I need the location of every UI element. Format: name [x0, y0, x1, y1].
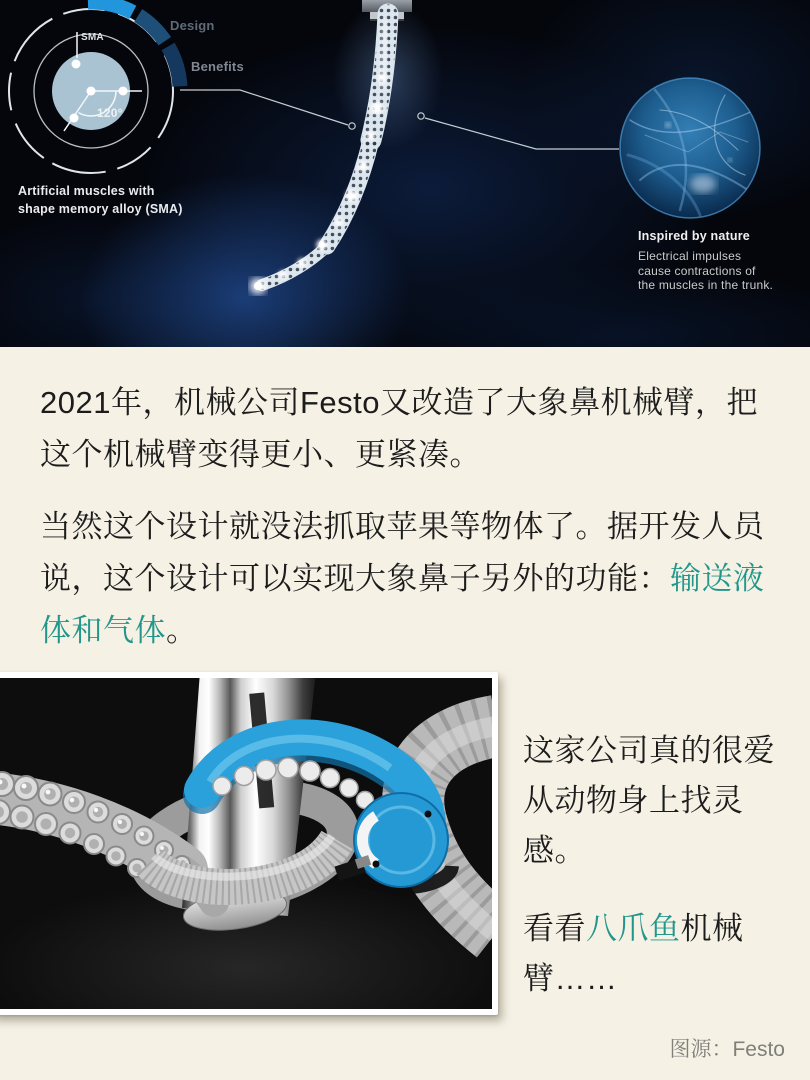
paragraph-3: 这家公司真的很爱从动物身上找灵感。	[523, 733, 775, 868]
paragraph-4-tail: 机械臂……	[523, 911, 744, 996]
benefits-label: Benefits	[191, 59, 244, 74]
article-body	[0, 347, 810, 657]
photo-side-text	[523, 726, 788, 1004]
angle-label: 120°	[97, 106, 123, 120]
paragraph-4-text: 看看	[523, 911, 586, 946]
gripper-photo-graphic	[0, 678, 492, 1009]
paragraph-1: 2021年，机械公司Festo又改造了大象鼻机械臂，把这个机械臂变得更小、更紧凑。	[40, 385, 758, 472]
sma-caption: Artificial muscles with shape memory alloy (SMA)	[18, 184, 183, 216]
link-transport-liquids[interactable]: 输送液体和气体	[40, 561, 765, 648]
paragraph-4	[523, 904, 788, 1004]
nerve-circle	[620, 78, 760, 218]
hero-graphic	[0, 0, 810, 347]
inspired-by-nature-title: Inspired by nature	[638, 229, 750, 243]
festo-gripper-photo	[0, 672, 498, 1015]
image-source-caption: 图源：Festo	[669, 1038, 785, 1061]
link-octopus-arm[interactable]: 八爪鱼	[586, 911, 681, 946]
inspired-by-nature-body: Electrical impulses cause contractions of the muscles in the trunk.	[638, 249, 774, 292]
paragraph-2-text: 当然这个设计就没法抓取苹果等物体了。据开发人员说，这个设计可以实现大象鼻子另外的功能：	[40, 509, 765, 596]
paragraph-2	[40, 501, 770, 657]
design-label: Design	[170, 18, 215, 33]
hero-infographic	[0, 0, 810, 347]
sma-label: SMA	[81, 32, 104, 43]
paragraph-2-period: 。	[166, 613, 198, 648]
